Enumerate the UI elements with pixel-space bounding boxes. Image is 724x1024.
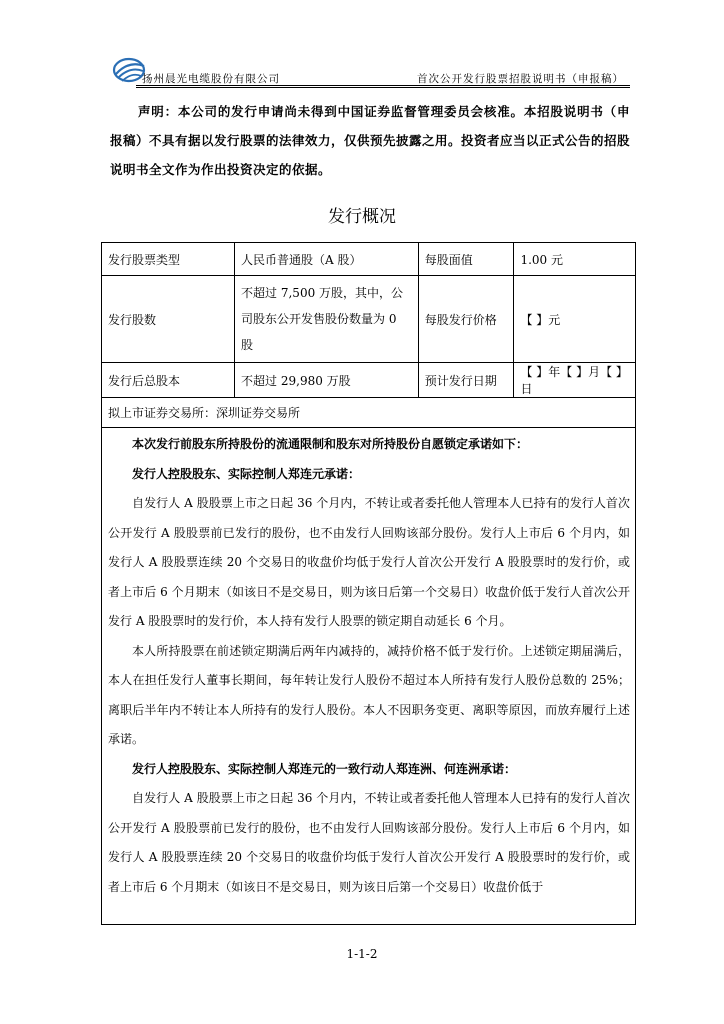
cell-label: 发行股数 — [102, 276, 235, 363]
cell-value: 不超过 7,500 万股，其中，公司股东公开发售股份数量为 0 股 — [235, 276, 419, 363]
cell-value: 人民币普通股（A 股） — [235, 243, 419, 276]
cell-value: 不超过 29,980 万股 — [235, 363, 419, 398]
header-company-name: 扬州晨光电缆股份有限公司 — [142, 73, 280, 85]
cell-label: 预计发行日期 — [418, 363, 514, 398]
lockup-commitments — [108, 430, 630, 902]
paragraph: 本人所持股票在前述锁定期满后两年内减持的，减持价格不低于发行价。上述锁定期届满后，本人在担任发行人董事长期间，每年转让发行人股份不超过本人所持有发行人股份总数的 25%；离职后半年内不转让本人所持有的发行人股份。本人不因职务变更、离职等原因，而放弃履行上述承诺。 — [108, 643, 630, 746]
cell-label: 每股发行价格 — [418, 276, 514, 363]
header-rule — [136, 85, 630, 86]
cell-value: 【 】元 — [514, 276, 636, 363]
cell-label: 发行股票类型 — [102, 243, 235, 276]
cell-exchange: 拟上市证券交易所：深圳证券交易所 — [102, 398, 636, 428]
declaration-paragraph: 声明：本公司的发行申请尚未得到中国证券监督管理委员会核准。本招股说明书（申报稿）不具有据以发行股票的法律效力，仅供预先披露之用。投资者应当以正式公告的招股说明书全文作为作出投资决定的依据。 — [110, 104, 631, 177]
page-header — [112, 54, 630, 88]
header-document-title: 首次公开发行股票招股说明书（申报稿） — [417, 73, 624, 85]
cell-label: 发行后总股本 — [102, 363, 235, 398]
cell-value: 【 】年【 】月【 】日 — [514, 363, 636, 398]
subheading-concerted-parties: 发行人控股股东、实际控制人郑连元的一致行动人郑连洲、何连洲承诺： — [132, 761, 517, 776]
subheading-controlling-shareholder: 发行人控股股东、实际控制人郑连元承诺： — [132, 466, 361, 481]
intro-paragraph: 本次发行前股东所持股份的流通限制和股东对所持股份自愿锁定承诺如下： — [132, 437, 529, 451]
paragraph: 自发行人 A 股股票上市之日起 36 个月内，不转让或者委托他人管理本人已持有的发行人首次公开发行 A 股股票前已发行的股份，也不由发行人回购该部分股份。发行人上市后 6 个月内，如发行人 A 股股票连续 20 个交易日的收盘价均低于发行人首次公开发行 A 股股票时的发行价，或者上市后 6 个月期末（如该日不是交易日，则为该日后第一个交易日）收盘价低于 — [108, 791, 630, 894]
header-rule-thin — [136, 87, 630, 88]
section-title: 发行概况 — [328, 207, 396, 227]
cell-label: 每股面值 — [418, 243, 514, 276]
page-number: 1-1-2 — [346, 947, 378, 961]
paragraph: 自发行人 A 股股票上市之日起 36 个月内，不转让或者委托他人管理本人已持有的发行人首次公开发行 A 股股票前已发行的股份，也不由发行人回购该部分股份。发行人上市后 6 个月内，如发行人 A 股股票连续 20 个交易日的收盘价均低于发行人首次公开发行 A 股股票时的发行价，或者上市后 6 个月期末（如该日不是交易日，则为该日后第一个交易日）收盘价低于发行人首次公开发行 A 股股票时的发行价，本人持有发行人股票的锁定期自动延长 6 个月。 — [108, 496, 630, 628]
cell-value: 1.00 元 — [514, 243, 636, 276]
